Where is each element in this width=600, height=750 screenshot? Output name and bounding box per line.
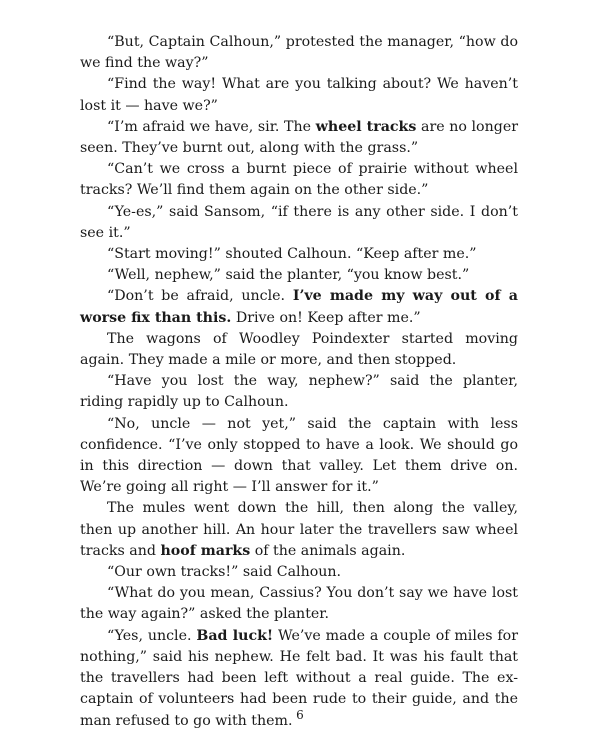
paragraph-7 xyxy=(80,265,518,286)
paragraph-9 xyxy=(80,329,518,371)
paragraph-6 xyxy=(80,244,518,265)
text-segment: We’ve made a couple of miles for nothing,” said his nephew. He felt bad. It was his fault that the travellers had been left without a real guide. The ex-captain of volunteers had been rude to their guide, and the man refused to go with them. xyxy=(80,627,518,729)
text-segment: “Our own tracks!” said Calhoun. xyxy=(107,564,342,581)
text-segment: “Don’t be afraid, uncle. xyxy=(107,288,293,305)
bold-phrase-hoof-marks: hoof marks xyxy=(160,542,251,559)
text-segment: Drive on! Keep after me.” xyxy=(231,309,421,326)
text-segment: “Have you lost the way, nephew?” said the planter, riding rapidly up to Calhoun. xyxy=(80,373,518,411)
paragraph-5 xyxy=(80,202,518,244)
text-segment: “No, uncle — not yet,” said the captain with less confidence. “I’ve only stopped to have a look. We should go in this direction — down that valley. Let them drive on. We’re going all right — I’ll answer for it.” xyxy=(80,415,518,496)
paragraph-11 xyxy=(80,414,518,499)
text-segment: “What do you mean, Cassius? You don’t say we have lost the way again?” asked the planter. xyxy=(80,585,518,623)
text-segment: “Yes, uncle. xyxy=(107,627,197,644)
text-segment: “I’m afraid we have, sir. The xyxy=(107,118,316,135)
text-segment: “Ye-es,” said Sansom, “if there is any other side. I don’t see it.” xyxy=(80,203,518,241)
text-segment: “But, Captain Calhoun,” protested the manager, “how do we find the way?” xyxy=(80,34,518,72)
text-segment: “Well, nephew,” said the planter, “you know best.” xyxy=(107,267,470,284)
text-segment: are no longer seen. They’ve burnt out, along with the grass.” xyxy=(80,118,519,157)
bold-phrase-wheel-tracks: wheel tracks xyxy=(315,118,417,135)
body-text xyxy=(80,32,518,732)
text-segment: “Can’t we cross a burnt piece of prairie without wheel tracks? We’ll find them again on the other side.” xyxy=(80,161,518,199)
paragraph-8 xyxy=(80,286,518,328)
paragraph-3 xyxy=(80,117,518,159)
text-segment: The wagons of Woodley Poindexter started moving again. They made a mile or more, and then stopped. xyxy=(80,330,518,369)
paragraph-1 xyxy=(80,32,518,74)
paragraph-13 xyxy=(80,562,518,583)
text-segment: of the animals again. xyxy=(250,542,406,559)
page-number: 6 xyxy=(296,708,304,722)
paragraph-4 xyxy=(80,159,518,201)
bold-phrase-bad-luck: Bad luck! xyxy=(196,627,274,644)
text-segment: The mules went down the hill, then along the valley, then up another hill. An hour later the travellers saw wheel tracks and xyxy=(80,500,518,559)
paragraph-10 xyxy=(80,371,518,413)
paragraph-12 xyxy=(80,498,518,562)
text-segment: “Find the way! What are you talking about? We haven’t lost it — have we?” xyxy=(80,76,518,114)
paragraph-14 xyxy=(80,583,518,625)
bold-phrase-worse-fix: I’ve made my way out of a worse fix than this. xyxy=(80,288,518,326)
paragraph-2 xyxy=(80,74,518,116)
text-segment: “Start moving!” shouted Calhoun. “Keep after me.” xyxy=(107,246,477,263)
